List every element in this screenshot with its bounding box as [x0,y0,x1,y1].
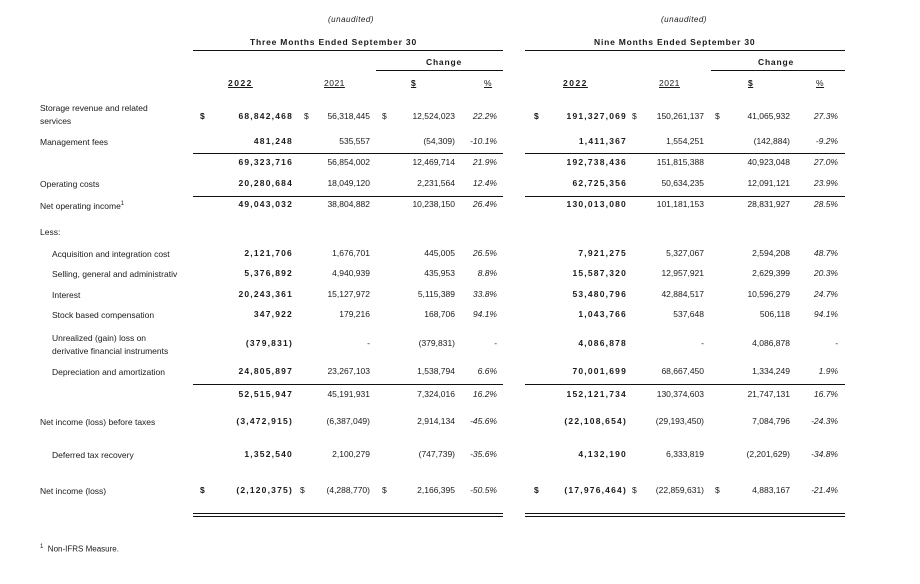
cell-q22-row-1: 481,248 [253,136,293,146]
label-interest: Interest [52,290,81,300]
col-dollar-q: $ [411,78,417,88]
rule-subtotal1-right [525,153,845,154]
change-heading-left: Change [426,57,462,67]
cell-n21-row-6: 5,327,067 [666,248,704,258]
cell-npct-row-2: 27.0% [813,157,838,167]
cell-q21-row-13: (6,387,049) [326,416,370,426]
cell-nchg-row-2: 40,923,048 [747,157,790,167]
cell-qpct-row-12: 16.2% [472,389,497,399]
cell-qpct-row-14: -35.6% [470,449,497,459]
cell-qpct-row-6: 26.5% [472,248,497,258]
cell-n22-row-3: 62,725,356 [572,178,627,188]
cell-qchg-row-6: 445,005 [424,248,455,258]
cell-n21-row-8: 42,884,517 [661,289,704,299]
label-net-income: Net income (loss) [40,486,107,496]
cell-qpct-row-10: - [494,338,497,348]
cell-qchg-row-12: 7,324,016 [417,389,455,399]
cell-nchg-row-10: 4,086,878 [752,338,790,348]
three-months-heading: Three Months Ended September 30 [250,37,417,47]
cell-nchg-row-11: 1,334,249 [752,366,790,376]
cell-n22-row-2: 192,738,436 [566,157,627,167]
change-heading-right: Change [758,57,794,67]
cell-qchg-row-13: 2,914,134 [417,416,455,426]
label-unrealized: Unrealized (gain) loss on derivative financial instruments [52,333,169,356]
cell-npct-row-6: 48.7% [813,248,838,258]
cell-q22-row-13: (3,472,915) [236,416,293,426]
cell-n22-row-13: (22,108,654) [564,416,627,426]
cell-n21-row-12: 130,374,603 [656,389,704,399]
label-net-operating-income: Net operating income$^1$ [40,200,125,211]
cell-npct-row-7: 20.3% [813,268,838,278]
label-deferred-tax: Deferred tax recovery [52,450,134,460]
cell-qpct-row-15: -50.5% [470,485,497,495]
cell-qpct-row-11: 6.6% [477,366,497,376]
cell-q21-row-9: 179,216 [339,309,370,319]
rule-opcost-left [193,196,503,197]
cell-n21-row-2: 151,815,388 [656,157,704,167]
cell-nchg-row-13: 7,084,796 [752,416,790,426]
cell-q21-row-0: 56,318,445 [327,111,370,121]
cell-qpct-row-9: 94.1% [472,309,497,319]
rule-opcost-right [525,196,845,197]
cell-qpct-row-7: 8.8% [477,268,497,278]
cell-q21-row-10: - [367,338,370,348]
rule-header-right [525,50,845,51]
cell-qchg-row-8: 5,115,389 [417,289,455,299]
cell-q22-row-12: 52,515,947 [238,389,293,399]
cell-q21-row-6: 1,676,701 [332,248,370,258]
cell-nchg-row-3: 12,091,121 [747,178,790,188]
cell-n21-row-11: 68,667,450 [661,366,704,376]
cell-npct-row-10: - [835,338,838,348]
currency-n21-r0: $ [632,111,637,121]
cell-q22-row-3: 20,280,684 [238,178,293,188]
unaudited-label-right: (unaudited) [661,15,707,24]
currency-nchg-r0: $ [715,111,720,121]
currency-n22-last: $ [534,485,539,495]
cell-qpct-row-3: 12.4% [472,178,497,188]
cell-nchg-row-1: (142,884) [753,136,790,146]
currency-q21-last: $ [300,485,305,495]
rule-header-left [193,50,503,51]
cell-q21-row-3: 18,049,120 [327,178,370,188]
cell-nchg-row-9: 506,118 [759,309,790,319]
cell-qpct-row-2: 21.9% [472,157,497,167]
nine-months-heading: Nine Months Ended September 30 [594,37,756,47]
currency-qchg-r0: $ [382,111,387,121]
cell-npct-row-8: 24.7% [813,289,838,299]
currency-n21-last: $ [632,485,637,495]
rule-change-left [376,70,503,71]
cell-q22-row-11: 24,805,897 [238,366,293,376]
label-less: Less: [40,227,61,237]
cell-npct-row-1: -9.2% [815,136,838,146]
col-2021-q: 2021 [324,78,345,88]
label-depreciation: Depreciation and amortization [52,367,165,377]
cell-n22-row-11: 70,001,699 [572,366,627,376]
cell-n22-row-12: 152,121,734 [566,389,627,399]
cell-qchg-row-9: 168,706 [424,309,455,319]
label-storage-revenue: Storage revenue and related services [40,103,148,126]
cell-qpct-row-4: 26.4% [472,199,497,209]
cell-qchg-row-0: 12,524,023 [412,111,455,121]
cell-qpct-row-0: 22.2% [472,111,497,121]
cell-nchg-row-12: 21,747,131 [747,389,790,399]
rule-expenses-right [525,384,845,385]
currency-q21-r0: $ [304,111,309,121]
cell-n21-row-13: (29,193,450) [655,416,704,426]
cell-qpct-row-8: 33.8% [472,289,497,299]
cell-qchg-row-4: 10,238,150 [412,199,455,209]
cell-q21-row-8: 15,127,972 [327,289,370,299]
cell-npct-row-9: 94.1% [813,309,838,319]
col-2021-n: 2021 [659,78,680,88]
currency-q22-last: $ [200,485,205,495]
cell-npct-row-13: -24.3% [811,416,838,426]
cell-n22-row-9: 1,043,766 [578,309,627,319]
cell-qchg-row-2: 12,469,714 [412,157,455,167]
cell-q21-row-1: 535,557 [339,136,370,146]
cell-n21-row-15: (22,859,631) [655,485,704,495]
cell-n22-row-4: 130,013,080 [566,199,627,209]
label-operating-costs: Operating costs [40,179,100,189]
cell-qchg-row-15: 2,166,395 [417,485,455,495]
cell-q22-row-15: (2,120,375) [236,485,293,495]
cell-n21-row-7: 12,957,921 [661,268,704,278]
currency-q22-r0: $ [200,111,205,121]
col-percent-n: % [816,78,825,88]
cell-n21-row-9: 537,648 [673,309,704,319]
cell-n22-row-1: 1,411,367 [578,136,627,146]
cell-q21-row-15: (4,288,770) [326,485,370,495]
cell-n22-row-6: 7,921,275 [578,248,627,258]
cell-n21-row-4: 101,181,153 [656,199,704,209]
currency-qchg-last: $ [382,485,387,495]
label-net-income-before-taxes: Net income (loss) before taxes [40,417,156,427]
cell-nchg-row-4: 28,831,927 [747,199,790,209]
currency-nchg-last: $ [715,485,720,495]
cell-n21-row-10: - [701,338,704,348]
rule-expenses-left [193,384,503,385]
cell-q22-row-8: 20,243,361 [238,289,293,299]
cell-n21-row-1: 1,554,251 [666,136,704,146]
unaudited-label-left: (unaudited) [328,15,374,24]
cell-q21-row-7: 4,940,939 [332,268,370,278]
cell-n21-row-3: 50,634,235 [661,178,704,188]
cell-nchg-row-14: (2,201,629) [746,449,790,459]
cell-npct-row-3: 23.9% [813,178,838,188]
cell-q22-row-9: 347,922 [253,309,293,319]
rule-subtotal1-left [193,153,503,154]
rule-change-right [711,70,845,71]
label-stock-comp: Stock based compensation [52,310,155,320]
cell-n22-row-7: 15,587,320 [572,268,627,278]
cell-n21-row-0: 150,261,137 [656,111,704,121]
cell-q22-row-6: 2,121,706 [244,248,293,258]
footnote: $^1$ Non-IFRS Measure. [40,544,119,554]
cell-n21-row-14: 6,333,819 [666,449,704,459]
cell-qchg-row-7: 435,953 [424,268,455,278]
cell-nchg-row-7: 2,629,399 [752,268,790,278]
label-sga: Selling, general and administrativ [52,269,178,279]
cell-nchg-row-8: 10,596,279 [747,289,790,299]
cell-nchg-row-0: 41,065,932 [747,111,790,121]
cell-n22-row-8: 53,480,796 [572,289,627,299]
cell-qchg-row-3: 2,231,564 [417,178,455,188]
label-management-fees: Management fees [40,137,109,147]
cell-q21-row-11: 23,267,103 [327,366,370,376]
cell-qchg-row-10: (379,831) [418,338,455,348]
col-2022-n: 2022 [563,78,588,88]
col-percent-q: % [484,78,493,88]
cell-q22-row-2: 69,323,716 [238,157,293,167]
cell-n22-row-10: 4,086,878 [578,338,627,348]
cell-q22-row-14: 1,352,540 [244,449,293,459]
cell-q22-row-10: (379,831) [245,338,293,348]
cell-nchg-row-15: 4,883,167 [752,485,790,495]
rule-total-left [193,513,503,517]
cell-n22-row-0: 191,327,069 [566,111,627,121]
cell-q22-row-4: 49,043,032 [238,199,293,209]
label-acquisition: Acquisition and integration cost [52,249,170,259]
cell-npct-row-11: 1.9% [818,366,838,376]
currency-n22-r0: $ [534,111,539,121]
cell-qpct-row-1: -10.1% [470,136,497,146]
cell-npct-row-0: 27.3% [813,111,838,121]
cell-q21-row-2: 56,854,002 [327,157,370,167]
cell-nchg-row-6: 2,594,208 [752,248,790,258]
cell-npct-row-12: 16.7% [813,389,838,399]
cell-q21-row-12: 45,191,931 [327,389,370,399]
rule-total-right [525,513,845,517]
cell-q21-row-4: 38,804,882 [327,199,370,209]
cell-qchg-row-1: (54,309) [423,136,455,146]
cell-qchg-row-14: (747,739) [418,449,455,459]
cell-qpct-row-13: -45.6% [470,416,497,426]
cell-q22-row-0: 68,842,468 [238,111,293,121]
cell-q22-row-7: 5,376,892 [244,268,293,278]
col-2022-q: 2022 [228,78,253,88]
cell-npct-row-15: -21.4% [811,485,838,495]
cell-n22-row-15: (17,976,464) [564,485,627,495]
col-dollar-n: $ [748,78,754,88]
cell-npct-row-14: -34.8% [811,449,838,459]
cell-qchg-row-11: 1,538,794 [417,366,455,376]
cell-npct-row-4: 28.5% [813,199,838,209]
cell-n22-row-14: 4,132,190 [578,449,627,459]
cell-q21-row-14: 2,100,279 [332,449,370,459]
